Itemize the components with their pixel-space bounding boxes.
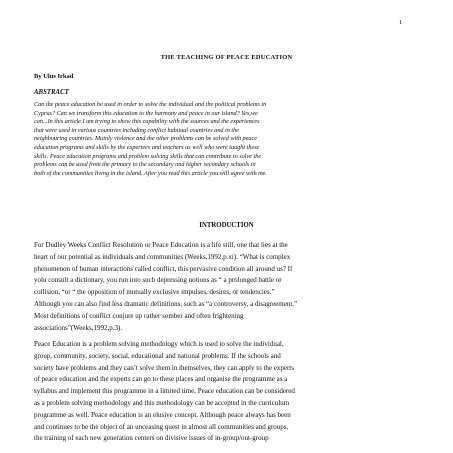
paragraph-line: Peace Education is a problem solving methodology which is used to solve the individual, — [34, 340, 284, 348]
paragraph-line: phenomenon of human interactions called conflict, this pervasive condition all around us? If — [34, 264, 293, 273]
abstract-line: problems can be used from the primary to the secondary and higher secondary schools in — [34, 161, 256, 169]
page-number: 1 — [399, 19, 403, 26]
paragraph-line: For Dudley Weeks Conflict Resolution or Peace Education is a life still, one that lies at the — [34, 241, 288, 249]
abstract-line: Cyprus? Can we transform this education to the harmony and peace in our island? Yes,we — [34, 109, 258, 117]
paragraph-line: heart of our potential as individuals and communities (Weeks,1992,p.xi). “What is complex — [34, 252, 291, 261]
paragraph-line: group, community, society, social, educational and national problems. If the schools and — [34, 351, 281, 360]
abstract-line: Can the peace education be used in order to solve the individual and the political problems in — [34, 101, 267, 108]
abstract-line: can...In this article I am trying to show this capability with the sources and the experiences — [34, 118, 260, 126]
abstract-line: neighbouring countries. Mainly violence and the other problems can be solved with peace — [34, 135, 257, 143]
introduction-heading: INTRODUCTION — [199, 222, 254, 229]
abstract-line: skills. Peace education programs and problem solving skills that can contribute to solve the — [34, 152, 262, 160]
paragraph-line: collision, “or “ the opposition of mutually exclusive impulses, desires, or tendencies.” — [34, 288, 275, 297]
abstract-line: education programs and skills by the expertees and teachers as well who were taught these — [34, 143, 260, 151]
paragraph-line: Most definitions of conflict conjure up rather somber and often frightening — [34, 311, 244, 320]
paragraph-line: Although you can also find less dramatic definitions, such as “a controversy, a disagreement.” — [34, 299, 298, 308]
paragraph-line: syllabus and implement this programme in a limited time. Peace education can be considered — [34, 387, 295, 396]
paragraph-line: and continues to be the object of an unceasing quest in almost all communities and groups, — [34, 422, 289, 431]
article-title: THE TEACHING OF PEACE EDUCATION — [160, 54, 293, 61]
abstract-line: both of the communities living in the island. After you read this article you will agree with me. — [34, 169, 267, 177]
paragraph-line: yolu consult a dictionary, you run into such depressing notions as “ a prolonged battle or — [34, 276, 282, 285]
paragraph-line: of peace education and the experts can go to these places and organise the programme as a — [34, 375, 288, 384]
paragraph-line: associations”(Weeks,1992,p.3). — [34, 323, 123, 332]
paragraph-line: programme as well. Peace education is an elusive concept. Although peace always has been — [34, 410, 291, 419]
paragraph-line: as a problem solving methodology and this methodology can be accepted in the curriculum — [34, 398, 290, 407]
abstract-line: that were used in various countries including conflict habitual countries and in the — [34, 126, 239, 134]
paragraph-line: the training of each new generation centers on divisive issues of in-group/out-group — [34, 434, 269, 443]
introduction-paragraph-1 — [34, 240, 426, 334]
author-byline: By Ulus Irkad — [34, 73, 74, 80]
abstract-heading: ABSTRACT — [34, 89, 69, 96]
introduction-paragraph-2 — [34, 339, 426, 445]
paragraph-line: society have problems and they can’t solve them in themselves, they can apply to the experts — [34, 363, 294, 372]
abstract-body — [34, 101, 426, 178]
